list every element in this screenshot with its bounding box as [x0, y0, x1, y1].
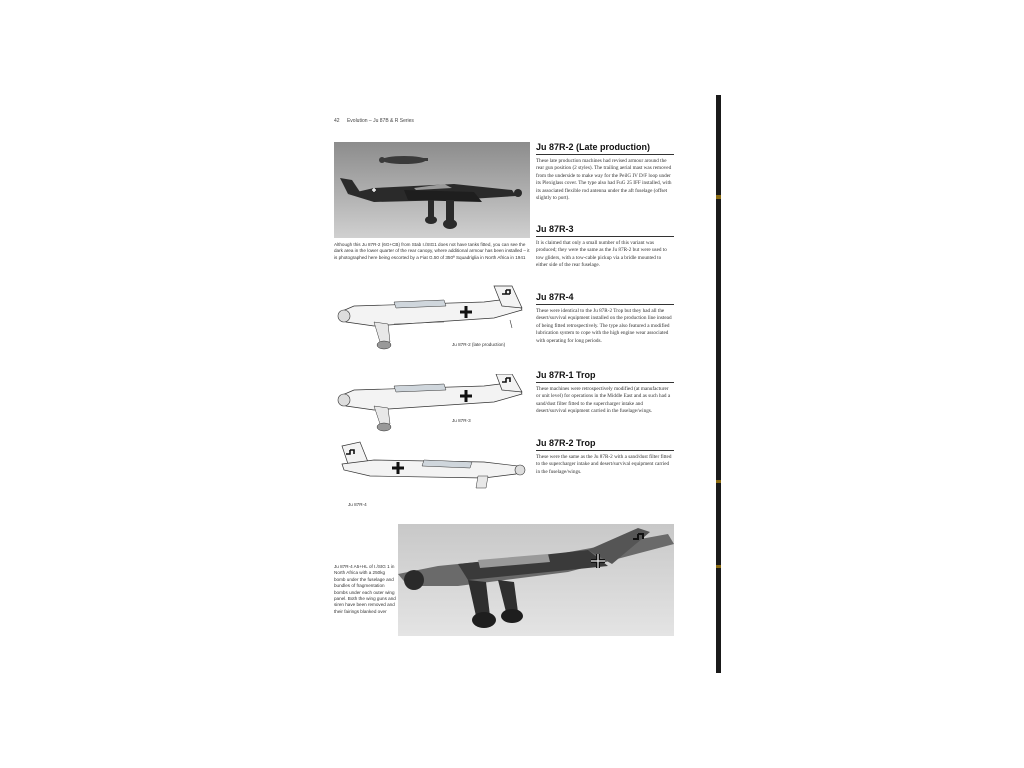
section-ju87r1-trop	[536, 370, 674, 416]
section-ju87r3	[536, 224, 674, 270]
spine-mark	[716, 565, 721, 568]
photo-caption-top: Although this Ju 87R-2 (6G+CB) from Stab I./StG1 does not have tanks fitted, you can see the dark area in the lower quarter of the rear canopy, where additional armour has been installed – it is photographed here being escorted by a Fiat G.50 of 350ª Squadriglia in North Africa in 1941	[334, 242, 530, 260]
section-body: These were the same as the Ju 87R-2 with a sand/dust filter fitted to the supercharger intake and desert/survival equipment carried in the fuselage/wings.	[536, 454, 672, 475]
section-ju87r4	[536, 292, 674, 345]
profile-ju87r4	[334, 438, 530, 496]
photo-ju87r2-escort	[334, 142, 530, 238]
section-title: Ju 87R-2 (Late production)	[536, 142, 674, 155]
section-body: These machines were retrospectively modified (at manufacturer or unit level) for operations in the Middle East and as such had a sand/dust filter fitted to the supercharger intake and desert/survival equipment carried in the fuselage/wings.	[536, 386, 671, 415]
section-body: It is claimed that only a small number of this variant was produced; they were the same as the Ju 87R-2 but were used to tow gliders, with a tow-cable pickup via a bridle mounted to either side of the rear fuselage.	[536, 240, 667, 269]
page-number: 42	[334, 118, 340, 124]
profile-ju87r3	[334, 374, 530, 434]
spine-mark	[716, 195, 721, 199]
spine-mark	[716, 480, 721, 483]
section-title: Ju 87R-4	[536, 292, 674, 305]
profile-label: Ju 87R-2 (late production)	[452, 342, 506, 347]
book-spine-edge	[716, 95, 721, 673]
section-ju87r2-trop	[536, 438, 674, 476]
running-header	[334, 118, 414, 124]
section-body: These were identical to the Ju 87R-2 Trop but they had all the desert/survival equipment installed on the production line instead of being fitted retrospectively. The type also featured a modified lubrication system to cope with the high engine wear associated with operating for long periods.	[536, 308, 672, 344]
profile-label: Ju 87R-4	[348, 502, 367, 507]
section-title: Ju 87R-3	[536, 224, 674, 237]
section-body: These late production machines had revised armour around the rear gun position (2 styles). The trailing aerial mast was removed from the underside to make way for the PeilG IV D/F loop under its Plexiglass cover. The type also had FuG 25 IFF installed, with its associated flexible rod antenna under the aft fuselage (offset slightly to port).	[536, 158, 672, 202]
book-page	[334, 112, 676, 652]
section-title: Ju 87R-1 Trop	[536, 370, 674, 383]
photo-ju87r4-north-africa	[398, 524, 674, 636]
profile-label: Ju 87R-3	[452, 418, 471, 423]
running-title: Evolution – Ju 87B & R Series	[346, 118, 414, 124]
photo-caption-bottom: Ju 87R-4 A5+HL of I./StG 1 in North Africa with a 250kg bomb under the fuselage and bundles of fragmentation bombs under each outer wing panel. Both the wing guns and siren have been removed and their fairings blanked over	[334, 564, 396, 614]
section-title: Ju 87R-2 Trop	[536, 438, 674, 451]
section-ju87r2-late	[536, 142, 674, 202]
